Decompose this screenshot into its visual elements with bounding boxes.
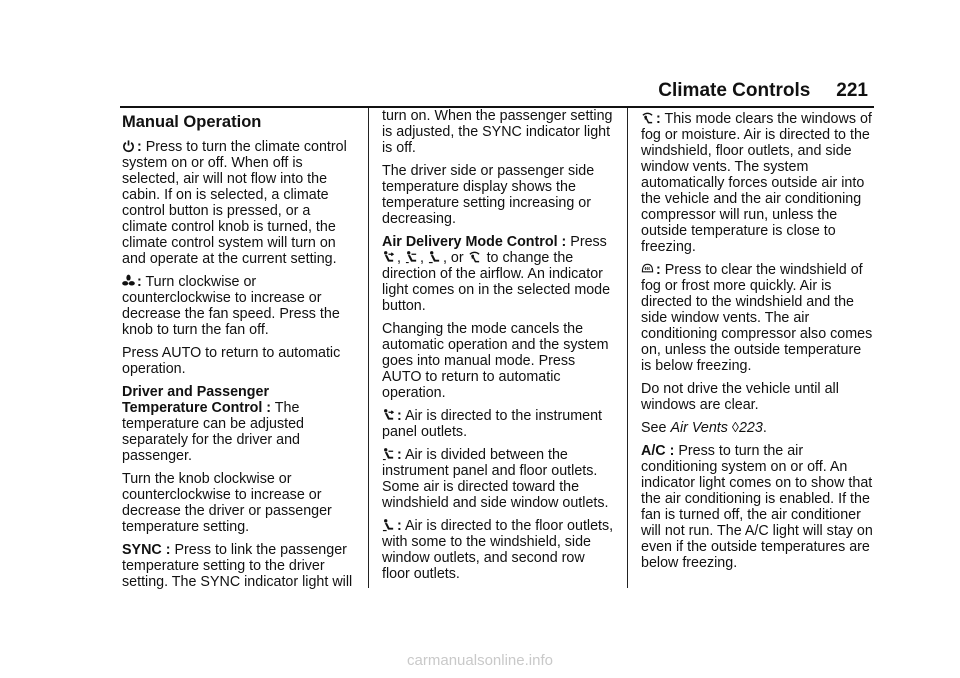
mode-paragraph: Changing the mode cancels the automatic operation and the system goes into manual mode. Press AUTO to return to automatic operation. (382, 321, 609, 401)
auto-paragraph: Press AUTO to return to automatic operation. (122, 345, 341, 377)
defog-mode-icon (641, 111, 654, 125)
column-divider (627, 108, 628, 588)
page-ref-arrow: ◊ (731, 420, 739, 436)
vent-paragraph: : Air is directed to the instrument panel outlets. (382, 408, 603, 440)
column-3 (641, 108, 873, 578)
floor-paragraph: : Air is directed to the floor outlets, with some to the windshield, side window outlets, and second row floor outlets. (382, 518, 614, 582)
floor-mode-icon (428, 250, 441, 264)
section-title: Climate Controls (658, 80, 811, 101)
defrost-paragraph: : Press to clear the windshield of fog or frost more quickly. Air is directed to the windshield and the side window vents. The air conditioning compressor also comes on, unless the outside temperature is below freezing. (641, 262, 873, 374)
bilevel-mode-icon (405, 250, 418, 264)
bilevel-mode-icon (382, 447, 395, 461)
page-ref-number[interactable]: 223 (738, 420, 763, 436)
fan-icon (122, 274, 135, 288)
fan-paragraph: : Turn clockwise or counterclockwise to increase or decrease the fan speed. Press the knob to turn the fan off. (122, 274, 340, 338)
knob-paragraph: Turn the knob clockwise or counterclockwise to increase or decrease the driver or passenger temperature setting. (122, 471, 332, 535)
column-2 (382, 108, 614, 589)
section-heading: Manual Operation (122, 113, 262, 131)
running-header (658, 80, 868, 102)
sync-continued-paragraph: turn on. When the passenger setting is adjusted, the SYNC indicator light is off. (382, 108, 613, 156)
defrost-icon (641, 262, 654, 276)
sync-paragraph: SYNC : Press to link the passenger temperature setting to the driver setting. The SYNC indicator light will (122, 542, 353, 590)
bilevel-paragraph: : Air is divided between the instrument panel and floor outlets. Some air is directed toward the windshield and side window outlets. (382, 447, 609, 511)
defog-mode-icon (468, 250, 481, 264)
ac-paragraph: A/C : Press to turn the air conditioning system on or off. An indicator light comes on to show that the air conditioning is enabled. If the fan is turned off, the air conditioner will not run. The A/C light will stay on even if the outside temperatures are below freezing. (641, 443, 873, 571)
power-icon (122, 139, 135, 153)
page-number: 221 (836, 80, 868, 101)
display-paragraph: The driver side or passenger side temperature display shows the temperature setting increasing or decreasing. (382, 163, 595, 227)
column-divider (368, 108, 369, 588)
defog-paragraph: : This mode clears the windows of fog or moisture. Air is directed to the windshield, floor outlets, and side window vents. The system automatically forces outside air into the vehicle and the air conditioning compressor will run, unless the outside temperature is close to freezing. (641, 111, 872, 255)
no-drive-paragraph: Do not drive the vehicle until all windows are clear. (641, 381, 839, 413)
air-vents-link[interactable]: Air Vents (670, 420, 728, 436)
watermark: carmanualsonline.info (407, 652, 553, 669)
see-reference: See Air Vents ◊223. (641, 420, 767, 436)
floor-mode-icon (382, 518, 395, 532)
column-1 (122, 108, 354, 597)
temperature-paragraph: Driver and Passenger Temperature Control : The temperature can be adjusted separately for the driver and passenger. (122, 384, 305, 464)
air-delivery-paragraph: Air Delivery Mode Control : Press , , , or to change the direction of the airflow. An indicator light comes on in the selected mode button. (382, 234, 611, 314)
vent-mode-icon (382, 408, 395, 422)
power-paragraph: : Press to turn the climate control system on or off. When off is selected, air will not flow into the cabin. If on is selected, a climate control button is pressed, or a climate control knob is turned, the climate control system will turn on and operate at the current setting. (122, 139, 347, 267)
vent-mode-icon (382, 250, 395, 264)
